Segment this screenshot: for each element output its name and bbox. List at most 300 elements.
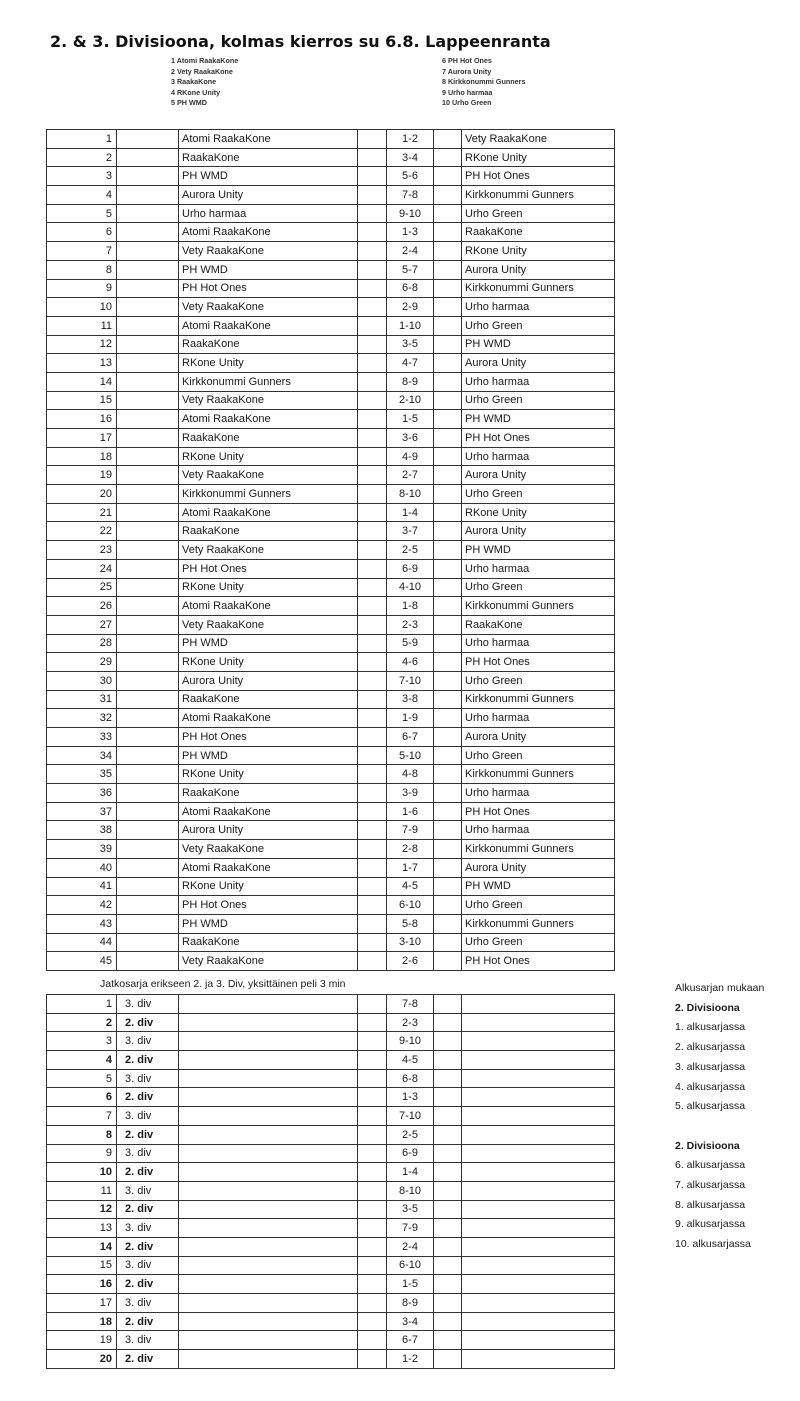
empty-cell (117, 952, 179, 971)
empty-cell (117, 671, 179, 690)
empty-cell (179, 1219, 358, 1238)
home-team: PH WMD (179, 746, 358, 765)
match-number: 39 (47, 840, 117, 859)
away-team: Urho harmaa (462, 298, 615, 317)
empty-cell (434, 746, 462, 765)
home-team: RKone Unity (179, 765, 358, 784)
empty-cell (358, 1125, 387, 1144)
empty-cell (117, 429, 179, 448)
home-team: RaakaKone (179, 690, 358, 709)
empty-cell (434, 242, 462, 261)
empty-cell (117, 559, 179, 578)
home-team: Kirkkonummi Gunners (179, 485, 358, 504)
away-team: Urho harmaa (462, 709, 615, 728)
empty-cell (117, 877, 179, 896)
match-number: 5 (47, 204, 117, 223)
empty-cell (179, 1275, 358, 1294)
round-robin-table (46, 129, 615, 971)
empty-cell (434, 821, 462, 840)
home-team: PH WMD (179, 260, 358, 279)
match-number: 26 (47, 597, 117, 616)
side-caption: Alkusarjan mukaan (675, 982, 765, 994)
match-number: 31 (47, 690, 117, 709)
table-row (47, 372, 615, 391)
table-row (47, 1013, 615, 1032)
away-team: Urho harmaa (462, 634, 615, 653)
empty-cell (434, 709, 462, 728)
empty-cell (358, 541, 387, 560)
table-row (47, 391, 615, 410)
home-team: RKone Unity (179, 877, 358, 896)
match-number: 13 (47, 354, 117, 373)
empty-cell (434, 690, 462, 709)
empty-cell (358, 335, 387, 354)
table-row (47, 765, 615, 784)
group-entry: 8. alkusarjassa (675, 1198, 746, 1211)
match-number: 10 (47, 1163, 117, 1182)
empty-cell (434, 840, 462, 859)
match-pairing: 4-9 (387, 447, 434, 466)
empty-cell (117, 466, 179, 485)
table-row (47, 485, 615, 504)
empty-cell (179, 1069, 358, 1088)
empty-cell (434, 335, 462, 354)
empty-cell (434, 1163, 462, 1182)
table-row (47, 1219, 615, 1238)
empty-cell (434, 1350, 462, 1369)
empty-cell (358, 765, 387, 784)
table-row (47, 952, 615, 971)
empty-cell (358, 728, 387, 747)
empty-cell (462, 1275, 615, 1294)
match-pairing: 3-10 (387, 933, 434, 952)
empty-cell (358, 784, 387, 803)
match-pairing: 3-7 (387, 522, 434, 541)
empty-cell (434, 541, 462, 560)
empty-cell (179, 1200, 358, 1219)
home-team: PH WMD (179, 914, 358, 933)
match-pairing: 2-6 (387, 952, 434, 971)
empty-cell (117, 597, 179, 616)
home-team: Vety RaakaKone (179, 541, 358, 560)
empty-cell (117, 298, 179, 317)
empty-cell (117, 802, 179, 821)
match-number: 34 (47, 746, 117, 765)
table-row (47, 541, 615, 560)
table-row (47, 223, 615, 242)
table-row (47, 242, 615, 261)
table-row (47, 429, 615, 448)
match-pairing: 1-7 (387, 858, 434, 877)
empty-cell (117, 410, 179, 429)
home-team: Vety RaakaKone (179, 615, 358, 634)
empty-cell (358, 279, 387, 298)
empty-cell (358, 130, 387, 149)
empty-cell (117, 933, 179, 952)
match-pairing: 4-6 (387, 653, 434, 672)
empty-cell (358, 615, 387, 634)
empty-cell (358, 410, 387, 429)
empty-cell (434, 354, 462, 373)
empty-cell (117, 578, 179, 597)
away-team: PH WMD (462, 541, 615, 560)
group-title: 2. Divisioona (675, 1001, 740, 1014)
match-number: 41 (47, 877, 117, 896)
away-team: Kirkkonummi Gunners (462, 690, 615, 709)
match-pairing: 1-4 (387, 503, 434, 522)
match-pairing: 2-4 (387, 1237, 434, 1256)
empty-cell (434, 1144, 462, 1163)
match-pairing: 5-7 (387, 260, 434, 279)
empty-cell (117, 186, 179, 205)
match-pairing: 1-5 (387, 410, 434, 429)
match-number: 14 (47, 1237, 117, 1256)
away-team: PH Hot Ones (462, 802, 615, 821)
match-number: 44 (47, 933, 117, 952)
table-row (47, 559, 615, 578)
empty-cell (358, 522, 387, 541)
empty-cell (117, 242, 179, 261)
empty-cell (358, 597, 387, 616)
away-team: Aurora Unity (462, 466, 615, 485)
empty-cell (462, 1163, 615, 1182)
empty-cell (358, 1144, 387, 1163)
team-entry: 4 RKone Unity (171, 87, 221, 97)
empty-cell (117, 615, 179, 634)
match-pairing: 7-9 (387, 821, 434, 840)
match-number: 21 (47, 503, 117, 522)
empty-cell (434, 260, 462, 279)
division-label: 3. div (117, 1107, 179, 1126)
empty-cell (117, 821, 179, 840)
home-team: Atomi RaakaKone (179, 316, 358, 335)
empty-cell (117, 391, 179, 410)
table-row (47, 746, 615, 765)
home-team: Vety RaakaKone (179, 391, 358, 410)
empty-cell (434, 765, 462, 784)
match-number: 5 (47, 1069, 117, 1088)
empty-cell (358, 671, 387, 690)
empty-cell (358, 148, 387, 167)
empty-cell (358, 1069, 387, 1088)
table-row (47, 298, 615, 317)
home-team: RaakaKone (179, 784, 358, 803)
empty-cell (434, 578, 462, 597)
match-number: 16 (47, 1275, 117, 1294)
empty-cell (179, 1088, 358, 1107)
empty-cell (358, 709, 387, 728)
empty-cell (434, 671, 462, 690)
table-row (47, 877, 615, 896)
match-pairing: 7-8 (387, 186, 434, 205)
home-team: Atomi RaakaKone (179, 130, 358, 149)
empty-cell (462, 1013, 615, 1032)
team-entry: 9 Urho harmaa (442, 87, 493, 97)
away-team: Urho harmaa (462, 447, 615, 466)
empty-cell (358, 1294, 387, 1313)
match-pairing: 1-3 (387, 223, 434, 242)
empty-cell (462, 1088, 615, 1107)
home-team: Atomi RaakaKone (179, 410, 358, 429)
match-number: 38 (47, 821, 117, 840)
match-pairing: 8-9 (387, 372, 434, 391)
match-number: 20 (47, 1350, 117, 1369)
table-row (47, 690, 615, 709)
empty-cell (358, 391, 387, 410)
match-pairing: 2-5 (387, 1125, 434, 1144)
away-team: Urho Green (462, 391, 615, 410)
empty-cell (358, 840, 387, 859)
empty-cell (358, 933, 387, 952)
empty-cell (179, 1331, 358, 1350)
match-pairing: 6-7 (387, 728, 434, 747)
empty-cell (358, 1200, 387, 1219)
away-team: Urho Green (462, 933, 615, 952)
match-number: 29 (47, 653, 117, 672)
empty-cell (358, 223, 387, 242)
match-number: 10 (47, 298, 117, 317)
table-row (47, 279, 615, 298)
empty-cell (179, 1051, 358, 1070)
empty-cell (434, 877, 462, 896)
empty-cell (117, 223, 179, 242)
empty-cell (358, 802, 387, 821)
table-row (47, 914, 615, 933)
home-team: RaakaKone (179, 522, 358, 541)
empty-cell (434, 784, 462, 803)
empty-cell (434, 1294, 462, 1313)
match-pairing: 4-5 (387, 877, 434, 896)
empty-cell (434, 615, 462, 634)
final-series-table (46, 994, 615, 1369)
home-team: Atomi RaakaKone (179, 709, 358, 728)
home-team: RaakaKone (179, 429, 358, 448)
empty-cell (434, 466, 462, 485)
page-title: 2. & 3. Divisioona, kolmas kierros su 6.8. Lappeenranta (50, 32, 551, 51)
empty-cell (117, 765, 179, 784)
empty-cell (117, 447, 179, 466)
match-pairing: 1-8 (387, 597, 434, 616)
match-number: 1 (47, 130, 117, 149)
empty-cell (358, 429, 387, 448)
empty-cell (462, 1350, 615, 1369)
match-pairing: 3-5 (387, 1200, 434, 1219)
away-team: Urho harmaa (462, 784, 615, 803)
away-team: Urho Green (462, 316, 615, 335)
table-row (47, 709, 615, 728)
table-row (47, 1088, 615, 1107)
match-number: 32 (47, 709, 117, 728)
table-row (47, 1125, 615, 1144)
match-pairing: 3-6 (387, 429, 434, 448)
division-label: 3. div (117, 1069, 179, 1088)
home-team: PH WMD (179, 634, 358, 653)
match-pairing: 6-7 (387, 1331, 434, 1350)
match-pairing: 3-4 (387, 148, 434, 167)
team-entry: 2 Vety RaakaKone (171, 66, 233, 76)
match-pairing: 6-10 (387, 896, 434, 915)
away-team: Kirkkonummi Gunners (462, 597, 615, 616)
empty-cell (358, 1181, 387, 1200)
match-pairing: 4-5 (387, 1051, 434, 1070)
empty-cell (358, 653, 387, 672)
table-row (47, 1237, 615, 1256)
match-pairing: 8-10 (387, 485, 434, 504)
empty-cell (462, 1312, 615, 1331)
match-number: 6 (47, 223, 117, 242)
match-pairing: 1-5 (387, 1275, 434, 1294)
match-number: 7 (47, 242, 117, 261)
empty-cell (434, 503, 462, 522)
table-row (47, 995, 615, 1014)
away-team: Urho Green (462, 671, 615, 690)
match-number: 1 (47, 995, 117, 1014)
match-pairing: 5-8 (387, 914, 434, 933)
match-number: 20 (47, 485, 117, 504)
group-entry: 1. alkusarjassa (675, 1021, 746, 1034)
empty-cell (358, 559, 387, 578)
away-team: PH WMD (462, 410, 615, 429)
empty-cell (434, 298, 462, 317)
group-entry: 5. alkusarjassa (675, 1100, 746, 1113)
group-entry: 7. alkusarjassa (675, 1179, 746, 1192)
empty-cell (179, 1294, 358, 1313)
match-number: 13 (47, 1219, 117, 1238)
team-entry: 7 Aurora Unity (442, 66, 492, 76)
empty-cell (434, 914, 462, 933)
match-number: 18 (47, 1312, 117, 1331)
empty-cell (117, 690, 179, 709)
match-number: 4 (47, 186, 117, 205)
empty-cell (117, 746, 179, 765)
match-pairing: 3-9 (387, 784, 434, 803)
empty-cell (462, 1200, 615, 1219)
table-row (47, 354, 615, 373)
empty-cell (462, 1219, 615, 1238)
away-team: Kirkkonummi Gunners (462, 186, 615, 205)
match-pairing: 1-4 (387, 1163, 434, 1182)
empty-cell (358, 316, 387, 335)
empty-cell (434, 391, 462, 410)
empty-cell (434, 1275, 462, 1294)
empty-cell (434, 1125, 462, 1144)
empty-cell (117, 335, 179, 354)
empty-cell (358, 298, 387, 317)
match-number: 33 (47, 728, 117, 747)
match-number: 14 (47, 372, 117, 391)
match-pairing: 1-9 (387, 709, 434, 728)
home-team: Atomi RaakaKone (179, 597, 358, 616)
away-team: Aurora Unity (462, 260, 615, 279)
team-entry: 1 Atomi RaakaKone (171, 56, 239, 65)
table-row (47, 1163, 615, 1182)
away-team: RKone Unity (462, 503, 615, 522)
match-number: 18 (47, 447, 117, 466)
away-team: Kirkkonummi Gunners (462, 914, 615, 933)
empty-cell (434, 933, 462, 952)
match-pairing: 2-4 (387, 242, 434, 261)
away-team: Kirkkonummi Gunners (462, 765, 615, 784)
empty-cell (434, 130, 462, 149)
team-entry: 6 PH Hot Ones (442, 56, 492, 65)
match-number: 9 (47, 1144, 117, 1163)
match-number: 7 (47, 1107, 117, 1126)
match-number: 24 (47, 559, 117, 578)
empty-cell (179, 1350, 358, 1369)
table-row (47, 1275, 615, 1294)
match-number: 8 (47, 1125, 117, 1144)
table-row (47, 597, 615, 616)
empty-cell (117, 653, 179, 672)
table-row (47, 578, 615, 597)
match-pairing: 6-8 (387, 279, 434, 298)
empty-cell (462, 1125, 615, 1144)
table-row (47, 260, 615, 279)
match-number: 43 (47, 914, 117, 933)
match-pairing: 2-7 (387, 466, 434, 485)
empty-cell (117, 167, 179, 186)
empty-cell (434, 316, 462, 335)
empty-cell (117, 728, 179, 747)
division-label: 2. div (117, 1088, 179, 1107)
empty-cell (117, 914, 179, 933)
table-row (47, 466, 615, 485)
empty-cell (117, 840, 179, 859)
home-team: Urho harmaa (179, 204, 358, 223)
match-pairing: 1-2 (387, 130, 434, 149)
table-row (47, 204, 615, 223)
group-entry: 9. alkusarjassa (675, 1218, 746, 1231)
home-team: Atomi RaakaKone (179, 503, 358, 522)
empty-cell (434, 1256, 462, 1275)
home-team: RKone Unity (179, 578, 358, 597)
empty-cell (434, 186, 462, 205)
match-number: 2 (47, 148, 117, 167)
empty-cell (179, 1312, 358, 1331)
division-label: 2. div (117, 1200, 179, 1219)
match-number: 3 (47, 1032, 117, 1051)
home-team: PH Hot Ones (179, 279, 358, 298)
table-row (47, 522, 615, 541)
match-pairing: 2-3 (387, 615, 434, 634)
match-number: 22 (47, 522, 117, 541)
empty-cell (434, 429, 462, 448)
match-pairing: 3-5 (387, 335, 434, 354)
match-number: 19 (47, 466, 117, 485)
away-team: RKone Unity (462, 242, 615, 261)
match-pairing: 7-10 (387, 1107, 434, 1126)
empty-cell (462, 1069, 615, 1088)
empty-cell (434, 410, 462, 429)
empty-cell (358, 1107, 387, 1126)
away-team: RaakaKone (462, 615, 615, 634)
empty-cell (434, 1107, 462, 1126)
empty-cell (358, 1275, 387, 1294)
division-label: 3. div (117, 1144, 179, 1163)
empty-cell (117, 279, 179, 298)
division-label: 2. div (117, 1013, 179, 1032)
empty-cell (358, 354, 387, 373)
division-label: 3. div (117, 1294, 179, 1313)
match-pairing: 9-10 (387, 204, 434, 223)
division-label: 3. div (117, 1331, 179, 1350)
empty-cell (117, 541, 179, 560)
match-pairing: 6-9 (387, 559, 434, 578)
empty-cell (434, 372, 462, 391)
match-pairing: 7-10 (387, 671, 434, 690)
match-pairing: 3-4 (387, 1312, 434, 1331)
home-team: Vety RaakaKone (179, 298, 358, 317)
